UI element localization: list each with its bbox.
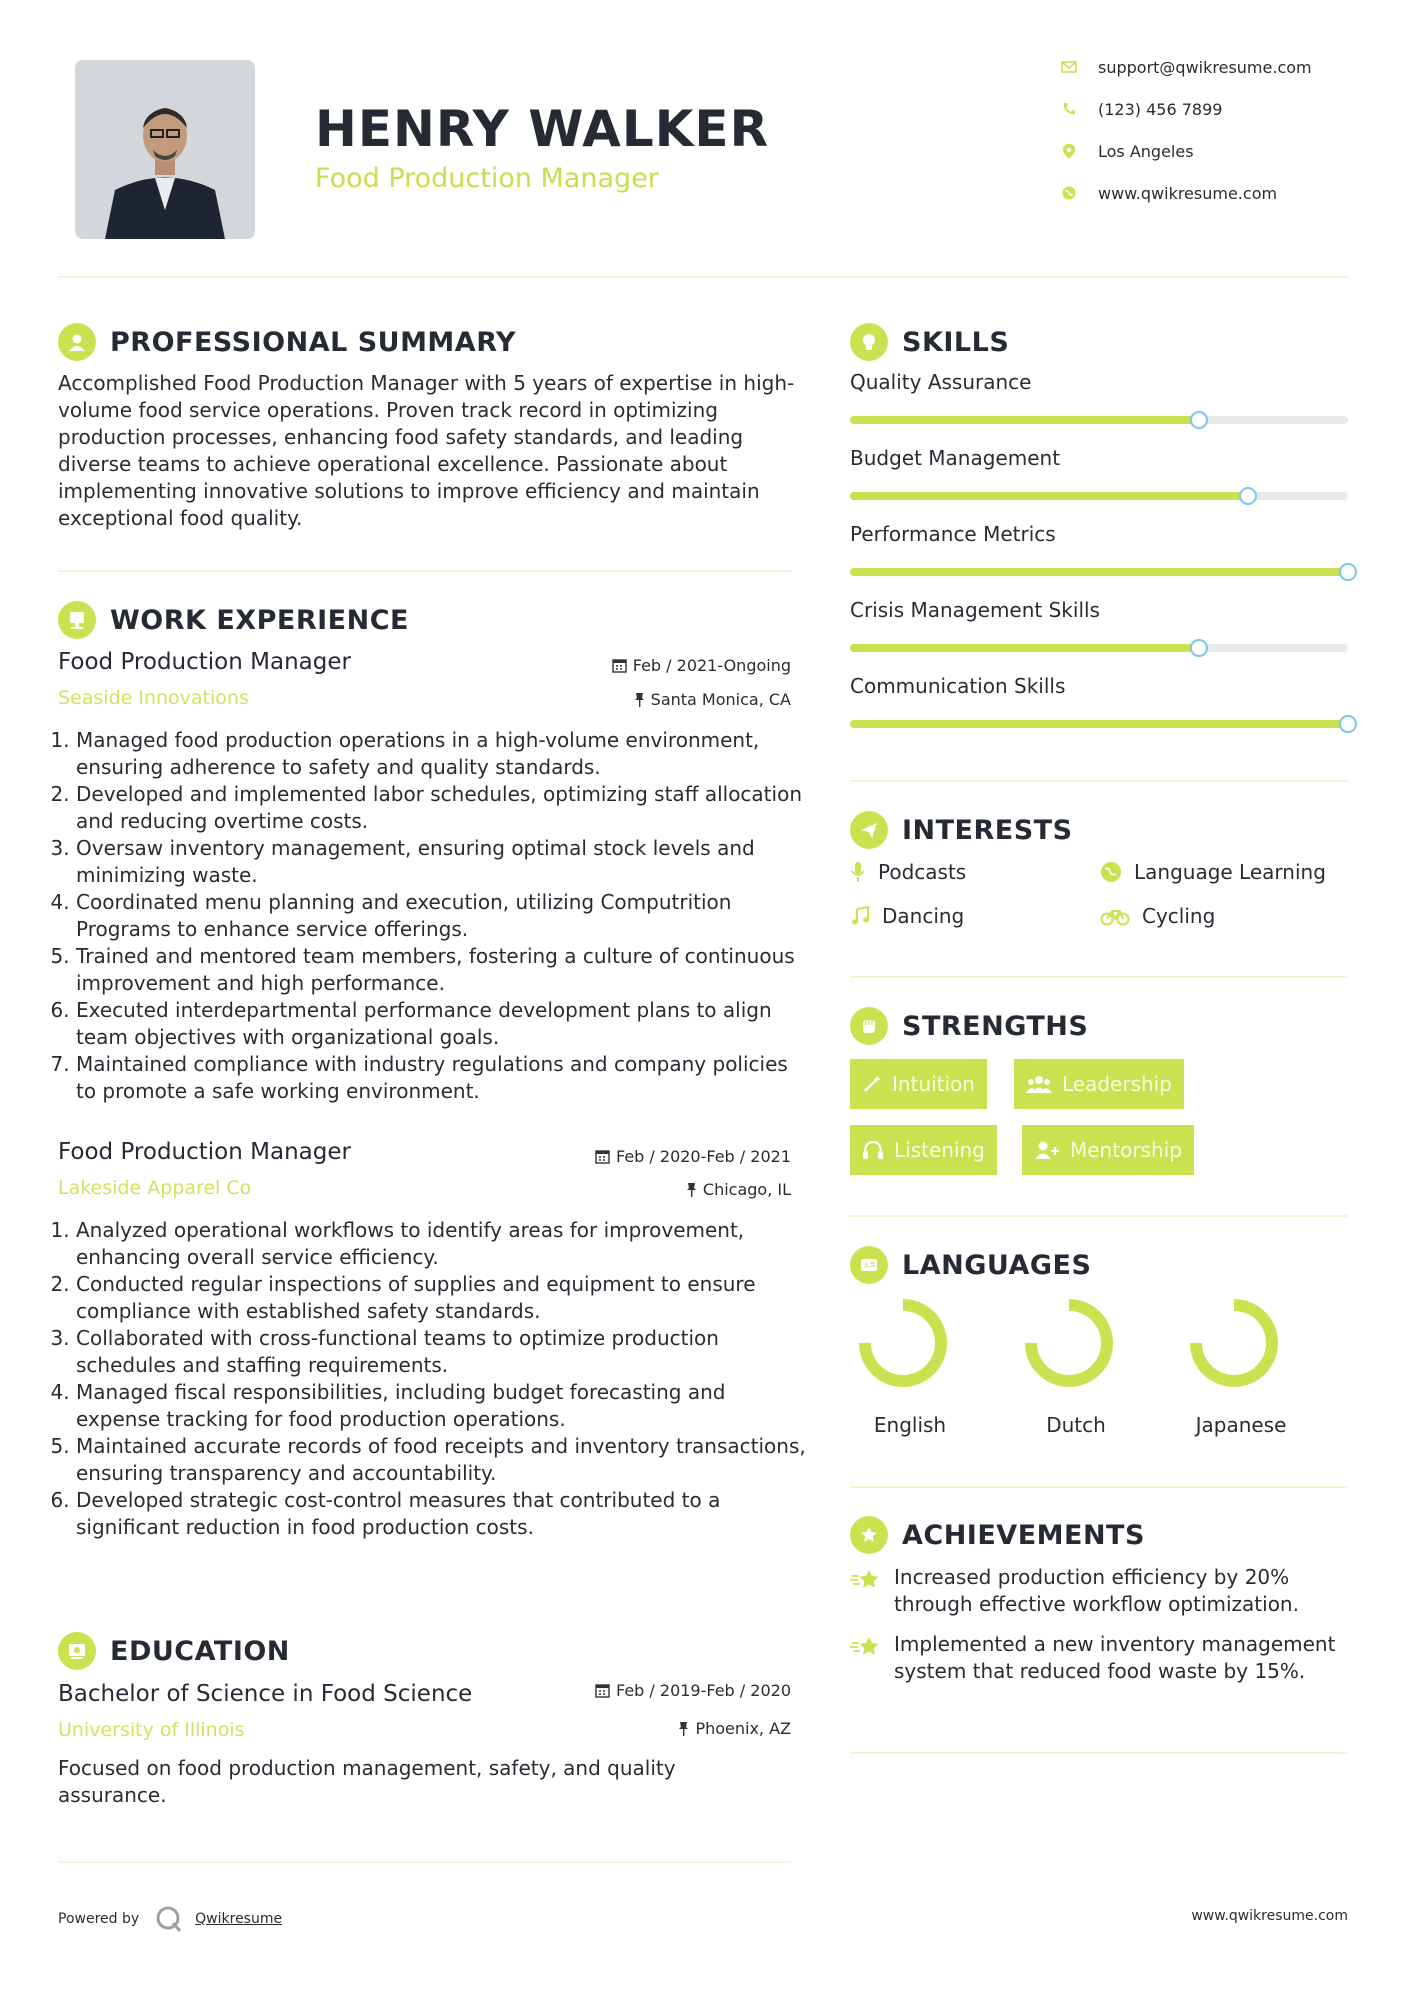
strength-tag: Leadership: [1014, 1059, 1184, 1109]
job-2-bullets: [58, 1217, 811, 1541]
email-text: support@qwikresume.com: [1098, 57, 1312, 77]
skill-bar-fill: [850, 416, 1199, 424]
education-description: Focused on food production management, safety, and quality assurance.: [58, 1756, 676, 1807]
list-item: 1. Managed food production operations in a high-volume environment, ensuring adherence to safety and quality standards.: [76, 727, 811, 781]
education-dates: Feb / 2019-Feb / 2020: [500, 1681, 791, 1700]
school-name: University of Illinois: [58, 1719, 245, 1741]
footer-website[interactable]: www.qwikresume.com: [1191, 1908, 1348, 1924]
education-divider: [58, 1861, 791, 1863]
microphone-icon: [850, 861, 866, 883]
star-badge-icon: [850, 1516, 888, 1554]
calendar-icon: [595, 1149, 610, 1164]
profile-photo: [75, 60, 255, 239]
job-2-company: Lakeside Apparel Co: [58, 1177, 252, 1199]
lightbulb-icon: [850, 323, 888, 361]
bicycle-icon: [1100, 906, 1130, 926]
skill-level-knob: [1239, 487, 1257, 505]
degree-title: Bachelor of Science in Food Science: [58, 1681, 473, 1707]
contact-location: [1050, 136, 1194, 166]
phone-icon: [1050, 102, 1088, 116]
language-label-dutch: Dutch: [1046, 1413, 1106, 1437]
headphones-icon: [862, 1140, 884, 1160]
pushpin-icon: [686, 1182, 697, 1197]
briefcase-icon: [58, 601, 96, 639]
star-icon: [850, 1635, 882, 1659]
job-2-dates: Feb / 2020-Feb / 2021: [500, 1147, 791, 1166]
skill-level-knob: [1190, 411, 1208, 429]
graduation-icon: [58, 1632, 96, 1670]
education-title: EDUCATION: [110, 1635, 290, 1667]
calendar-icon: [595, 1683, 610, 1698]
user-icon: [58, 323, 96, 361]
languages-heading: [850, 1246, 1091, 1284]
paper-plane-icon: [850, 811, 888, 849]
magic-wand-icon: [862, 1074, 882, 1094]
list-item: 6. Developed strategic cost-control measures that contributed to a significant reduction in food production costs.: [76, 1487, 811, 1541]
summary-title: PROFESSIONAL SUMMARY: [110, 326, 517, 358]
achievement-item: Implemented a new inventory management system that reduced food waste by 15%.: [850, 1631, 1350, 1685]
language-ring-arc: [1031, 1305, 1107, 1381]
users-icon: [1026, 1074, 1052, 1094]
skill-level-knob: [1190, 639, 1208, 657]
strength-tag: Listening: [850, 1125, 997, 1175]
list-item: 5. Maintained accurate records of food receipts and inventory transactions, ensuring transparency and accountability.: [76, 1433, 811, 1487]
globe-icon: [1100, 861, 1122, 883]
skill-label: Performance Metrics: [850, 522, 1056, 546]
job-2-location: Chicago, IL: [500, 1180, 791, 1199]
brand-link[interactable]: Qwikresume: [195, 1911, 283, 1927]
map-pin-icon: [1050, 144, 1088, 159]
education-heading: [58, 1632, 290, 1670]
skills-title: SKILLS: [902, 326, 1010, 358]
job-1-title: Food Production Manager: [58, 649, 351, 675]
phone-text: (123) 456 7899: [1098, 99, 1223, 119]
skills-heading: [850, 323, 1009, 361]
user-plus-icon: [1034, 1140, 1060, 1160]
skill-bar: [850, 644, 1348, 652]
skill-label: Crisis Management Skills: [850, 598, 1100, 622]
interest-item: Podcasts: [850, 860, 966, 884]
list-item: 4. Coordinated menu planning and execution, utilizing Computrition Programs to enhance service offerings.: [76, 889, 811, 943]
footer-powered: [58, 1903, 282, 1935]
skill-level-knob: [1339, 715, 1357, 733]
skill-label: Budget Management: [850, 446, 1061, 470]
candidate-title: Food Production Manager: [315, 163, 659, 194]
list-item: 5. Trained and mentored team members, fostering a culture of continuous improvement and high performance.: [76, 943, 811, 997]
language-ring-arc: [865, 1305, 941, 1381]
calendar-icon: [612, 658, 627, 673]
skill-level-knob: [1339, 563, 1357, 581]
strengths-divider: [850, 1215, 1348, 1217]
job-1-dates: Feb / 2021-Ongoing: [500, 656, 791, 675]
music-note-icon: [850, 906, 870, 926]
summary-text: Accomplished Food Production Manager with 5 years of expertise in high-volume food service operations. Proven track record in optimizing production processes, enhancing food safety standards, and leading diverse teams to achieve operational excellence. Passionate about implementing innovative solutions to improve efficiency and maintain exceptional food quality.: [58, 371, 795, 530]
list-item: 1. Analyzed operational workflows to identify areas for improvement, enhancing overall service efficiency.: [76, 1217, 811, 1271]
achievement-item: Increased production efficiency by 20% through effective workflow optimization.: [850, 1564, 1350, 1618]
job-1-bullets: [58, 727, 811, 1105]
skill-bar: [850, 568, 1348, 576]
job-1-location: Santa Monica, CA: [500, 690, 791, 709]
list-item: 3. Oversaw inventory management, ensuring optimal stock levels and minimizing waste.: [76, 835, 811, 889]
skill-bar-fill: [850, 720, 1348, 728]
contact-website[interactable]: [1050, 178, 1277, 208]
interests-heading: [850, 811, 1073, 849]
contact-email[interactable]: [1050, 52, 1312, 82]
interest-item: Dancing: [850, 904, 964, 928]
skill-label: Communication Skills: [850, 674, 1066, 698]
powered-by-text: Powered by: [58, 1911, 140, 1927]
skill-bar: [850, 416, 1348, 424]
header-divider: [58, 276, 1348, 278]
list-item: 3. Collaborated with cross-functional teams to optimize production schedules and staffing requirements.: [76, 1325, 811, 1379]
skills-divider: [850, 780, 1348, 782]
strengths-title: STRENGTHS: [902, 1010, 1089, 1042]
language-label-japanese: Japanese: [1195, 1413, 1287, 1437]
education-location: Phoenix, AZ: [500, 1719, 791, 1738]
language-ring: [1019, 1293, 1119, 1393]
fist-icon: [850, 1007, 888, 1045]
skill-bar: [850, 720, 1348, 728]
language-ring: [853, 1293, 953, 1393]
language-label-english: English: [873, 1413, 947, 1437]
achievements-title: ACHIEVEMENTS: [902, 1519, 1145, 1551]
skill-bar-fill: [850, 568, 1348, 576]
list-item: 6. Executed interdepartmental performance development plans to align team objectives with organizational goals.: [76, 997, 811, 1051]
experience-title: WORK EXPERIENCE: [110, 604, 409, 636]
strength-tag: Intuition: [850, 1059, 987, 1109]
summary-divider: [58, 570, 791, 572]
contact-phone[interactable]: [1050, 94, 1222, 124]
strengths-heading: [850, 1007, 1088, 1045]
website-text: www.qwikresume.com: [1098, 183, 1278, 203]
envelope-icon: [1050, 61, 1088, 73]
interest-item: Language Learning: [1100, 860, 1326, 884]
interest-item: Cycling: [1100, 904, 1215, 928]
list-item: 4. Managed fiscal responsibilities, including budget forecasting and expense tracking for food production operations.: [76, 1379, 811, 1433]
job-1-company: Seaside Innovations: [58, 687, 249, 709]
svg-text:A: A: [864, 1262, 869, 1270]
language-ring: [1184, 1293, 1284, 1393]
strength-tag: Mentorship: [1022, 1125, 1194, 1175]
list-item: 2. Conducted regular inspections of supplies and equipment to ensure compliance with established safety standards.: [76, 1271, 811, 1325]
summary-heading: [58, 323, 516, 361]
skill-label: Quality Assurance: [850, 370, 1032, 394]
qwikresume-logo-icon: [153, 1903, 185, 1935]
star-icon: [850, 1568, 882, 1592]
languages-title: LANGUAGES: [902, 1249, 1092, 1281]
achievements-heading: [850, 1516, 1145, 1554]
interests-divider: [850, 976, 1348, 978]
experience-heading: [58, 601, 409, 639]
language-ring-arc: [1196, 1305, 1272, 1381]
skill-bar-fill: [850, 492, 1248, 500]
skill-bar: [850, 492, 1348, 500]
achievements-divider: [850, 1752, 1348, 1754]
pushpin-icon: [678, 1721, 689, 1736]
globe-icon: [1050, 186, 1088, 200]
translate-icon: [850, 1246, 888, 1284]
candidate-name: HENRY WALKER: [315, 100, 770, 158]
list-item: 7. Maintained compliance with industry regulations and company policies to promote a safe working environment.: [76, 1051, 811, 1105]
pushpin-icon: [634, 692, 645, 707]
languages-divider: [850, 1486, 1348, 1488]
list-item: 2. Developed and implemented labor schedules, optimizing staff allocation and reducing overtime costs.: [76, 781, 811, 835]
location-text: Los Angeles: [1098, 141, 1194, 161]
job-2-title: Food Production Manager: [58, 1139, 351, 1165]
skill-bar-fill: [850, 644, 1199, 652]
interests-title: INTERESTS: [902, 814, 1073, 846]
